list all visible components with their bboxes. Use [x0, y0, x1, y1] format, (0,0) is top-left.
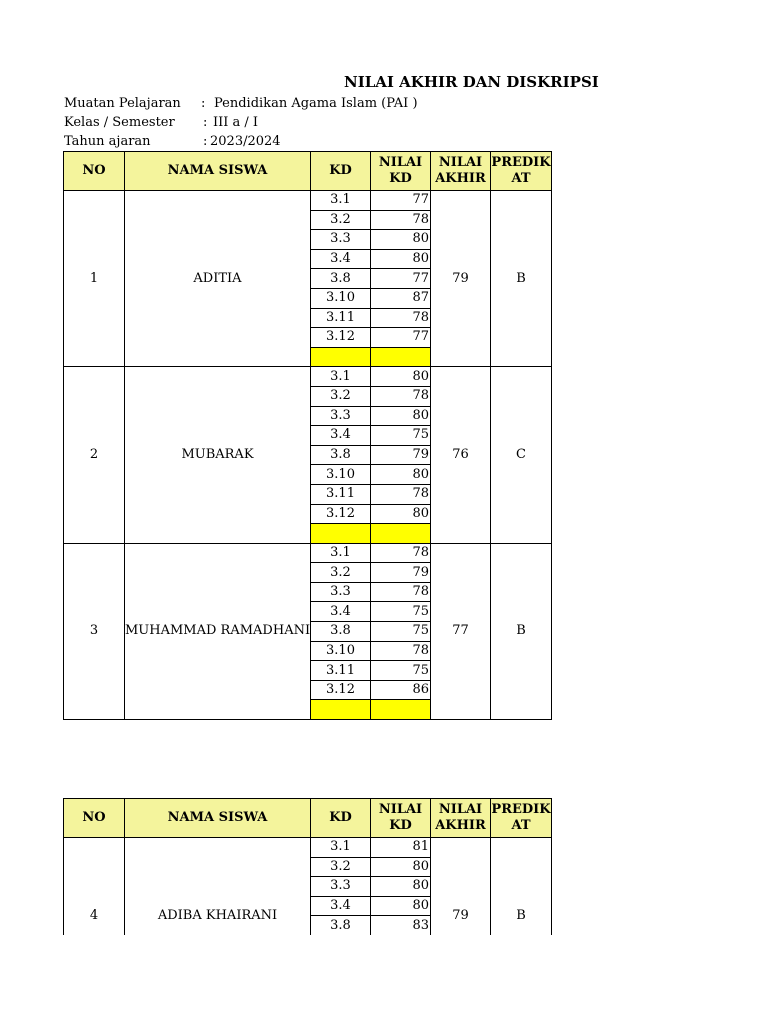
student-name: ADIBA KHAIRANI: [125, 838, 311, 995]
info-label: Tahun ajaran: [64, 134, 151, 149]
student-no: 3: [64, 543, 125, 719]
kd-cell: 3.1: [311, 367, 371, 387]
document-title: NILAI AKHIR DAN DISKRIPSI: [344, 73, 599, 91]
nilai-kd-cell: 75: [371, 622, 431, 642]
header-nama-siswa: NAMA SISWA: [125, 799, 311, 838]
nilai-kd-cell: 87: [371, 288, 431, 308]
student-name: MUHAMMAD RAMADHANI: [125, 543, 311, 719]
header-nama-siswa: NAMA SISWA: [125, 152, 311, 191]
kd-cell: 3.12: [311, 504, 371, 524]
kd-cell: 3.8: [311, 622, 371, 642]
kd-cell: 3.3: [311, 877, 371, 897]
nilai-kd-cell: 80: [371, 877, 431, 897]
kd-cell: 3.2: [311, 210, 371, 230]
nilai-kd-cell: 86: [371, 680, 431, 700]
table-header-row: [64, 152, 552, 191]
nilai-kd-cell: 80: [371, 504, 431, 524]
kd-cell: 3.1: [311, 838, 371, 858]
nilai-akhir-cell: 79: [431, 191, 491, 367]
table-row: [64, 191, 552, 211]
kd-cell: 3.2: [311, 386, 371, 406]
header-nilai-akhir: NILAI AKHIR: [431, 799, 491, 838]
info-separator: :: [203, 115, 208, 130]
grades-table: [63, 151, 552, 720]
kd-cell: 3.8: [311, 269, 371, 289]
info-value: Pendidikan Agama Islam (PAI ): [214, 96, 418, 111]
nilai-kd-cell: 80: [371, 406, 431, 426]
nilai-kd-cell: 79: [371, 563, 431, 583]
nilai-kd-cell: 75: [371, 426, 431, 446]
kd-cell: 3.3: [311, 406, 371, 426]
nilai-kd-cell: 78: [371, 308, 431, 328]
kd-empty-cell: [311, 347, 371, 367]
nilai-kd-cell: 77: [371, 328, 431, 348]
info-value: 2023/2024: [210, 134, 281, 149]
info-value: III a / I: [213, 115, 259, 130]
student-name: MUBARAK: [125, 367, 311, 543]
nilai-kd-cell: 80: [371, 367, 431, 387]
header-no: NO: [64, 152, 125, 191]
kd-cell: 3.4: [311, 602, 371, 622]
predikat-cell: C: [491, 367, 552, 543]
kd-cell: 3.11: [311, 484, 371, 504]
nilai-kd-empty-cell: [371, 524, 431, 544]
kd-cell: 3.12: [311, 328, 371, 348]
nilai-akhir-cell: 77: [431, 543, 491, 719]
kd-cell: 3.12: [311, 680, 371, 700]
nilai-kd-cell: 78: [371, 543, 431, 563]
table-row: [64, 543, 552, 563]
student-no: 2: [64, 367, 125, 543]
nilai-kd-empty-cell: [371, 347, 431, 367]
nilai-kd-cell: 78: [371, 386, 431, 406]
kd-cell: 3.2: [311, 563, 371, 583]
kd-cell: 3.4: [311, 426, 371, 446]
nilai-kd-cell: 80: [371, 249, 431, 269]
kd-cell: 3.11: [311, 308, 371, 328]
kd-cell: 3.10: [311, 465, 371, 485]
predikat-cell: B: [491, 543, 552, 719]
nilai-kd-cell: 80: [371, 230, 431, 250]
header-nilai-kd: NILAI KD: [371, 799, 431, 838]
nilai-kd-cell: 77: [371, 191, 431, 211]
info-separator: :: [203, 134, 208, 149]
predikat-cell: B: [491, 838, 552, 995]
kd-empty-cell: [311, 524, 371, 544]
header-kd: KD: [311, 152, 371, 191]
student-name: ADITIA: [125, 191, 311, 367]
kd-cell: 3.8: [311, 916, 371, 936]
student-no: 4: [64, 838, 125, 995]
nilai-kd-cell: 83: [371, 916, 431, 936]
kd-cell: 3.2: [311, 857, 371, 877]
table-row: [64, 838, 552, 858]
nilai-kd-cell: 78: [371, 484, 431, 504]
header-nilai-kd: NILAI KD: [371, 152, 431, 191]
nilai-kd-cell: 77: [371, 269, 431, 289]
kd-empty-cell: [311, 700, 371, 720]
kd-cell: 3.10: [311, 288, 371, 308]
nilai-akhir-cell: 76: [431, 367, 491, 543]
nilai-kd-cell: 81: [371, 838, 431, 858]
header-predikat: PREDIK AT: [491, 799, 552, 838]
table-row: [64, 367, 552, 387]
kd-cell: 3.10: [311, 641, 371, 661]
info-label: Muatan Pelajaran: [64, 96, 181, 111]
kd-cell: 3.11: [311, 661, 371, 681]
nilai-kd-cell: 78: [371, 582, 431, 602]
kd-cell: 3.4: [311, 896, 371, 916]
page-bottom-margin: [0, 935, 768, 1024]
kd-cell: 3.8: [311, 445, 371, 465]
predikat-cell: B: [491, 191, 552, 367]
nilai-kd-cell: 80: [371, 857, 431, 877]
kd-cell: 3.3: [311, 582, 371, 602]
nilai-kd-cell: 79: [371, 445, 431, 465]
student-no: 1: [64, 191, 125, 367]
table-header-row: [64, 799, 552, 838]
nilai-kd-cell: 80: [371, 465, 431, 485]
nilai-kd-cell: 75: [371, 602, 431, 622]
kd-cell: 3.1: [311, 191, 371, 211]
header-nilai-akhir: NILAI AKHIR: [431, 152, 491, 191]
nilai-kd-empty-cell: [371, 700, 431, 720]
nilai-kd-cell: 80: [371, 896, 431, 916]
nilai-kd-cell: 75: [371, 661, 431, 681]
header-kd: KD: [311, 799, 371, 838]
nilai-kd-cell: 78: [371, 210, 431, 230]
header-predikat: PREDIK AT: [491, 152, 552, 191]
nilai-akhir-cell: 79: [431, 838, 491, 995]
nilai-kd-cell: 78: [371, 641, 431, 661]
info-label: Kelas / Semester: [64, 115, 175, 130]
kd-cell: 3.4: [311, 249, 371, 269]
kd-cell: 3.1: [311, 543, 371, 563]
info-separator: :: [201, 96, 206, 111]
kd-cell: 3.3: [311, 230, 371, 250]
header-no: NO: [64, 799, 125, 838]
